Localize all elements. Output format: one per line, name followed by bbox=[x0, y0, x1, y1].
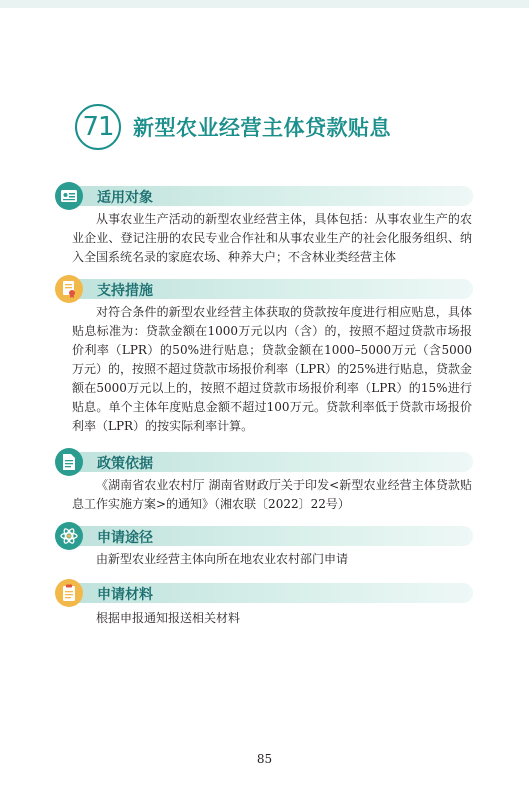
top-band bbox=[0, 0, 529, 8]
document-icon bbox=[55, 448, 83, 476]
page-number: 85 bbox=[256, 752, 273, 766]
section-header-measures bbox=[55, 276, 473, 302]
section-body-channel: 由新型农业经营主体向所在地农业农村部门申请 bbox=[96, 552, 349, 566]
section-body-materials: 根据申报通知报送相关材料 bbox=[96, 611, 241, 625]
section-heading: 支持措施 bbox=[97, 283, 153, 299]
section-header-scope bbox=[55, 183, 473, 209]
section-body-scope: 从事农业生产活动的新型农业经营主体，具体包括：从事农业生产的农业企业、登记注册的农民专业合作社和从事农业生产的社会化服务组织、纳入全国系统名录的家庭农场、种养大户；不含林业类经营主体 bbox=[72, 212, 472, 264]
section-header-channel bbox=[55, 523, 473, 549]
page-title-row bbox=[75, 101, 391, 153]
item-number-badge: 71 bbox=[75, 104, 121, 150]
page-title: 新型农业经营主体贷款贴息 bbox=[133, 116, 391, 140]
section-header-materials bbox=[55, 580, 473, 606]
section-heading: 申请途径 bbox=[97, 530, 153, 546]
section-body-measures: 对符合条件的新型农业经营主体获取的贷款按年度进行相应贴息，具体贴息标准为：贷款金额在1000万元以内（含）的，按照不超过贷款市场报价利率（LPR）的50%进行贴息；贷款金额在1000–5000万元（含5000万元）的，按照不超过贷款市场报价利率（LPR）的25%进行贴息，贷款金额在5000万元以上的，按照不超过贷款市场报价利率（LPR）的15%进行贴息。单个主体年度贴息金额不超过100万元。贷款利率低于贷款市场报价利率（LPR）的按实际利率计算。 bbox=[72, 305, 472, 433]
section-heading: 政策依据 bbox=[97, 456, 153, 472]
section-header-basis bbox=[55, 449, 473, 475]
section-heading: 申请材料 bbox=[97, 587, 153, 603]
certificate-icon bbox=[55, 275, 83, 303]
id-card-icon bbox=[55, 182, 83, 210]
atom-icon bbox=[55, 522, 83, 550]
section-heading: 适用对象 bbox=[97, 190, 153, 206]
clipboard-icon bbox=[55, 579, 83, 607]
section-body-basis: 《湖南省农业农村厅 湖南省财政厅关于印发<新型农业经营主体贷款贴息工作实施方案>的通知》（湘农联〔2022〕22号） bbox=[72, 478, 472, 511]
